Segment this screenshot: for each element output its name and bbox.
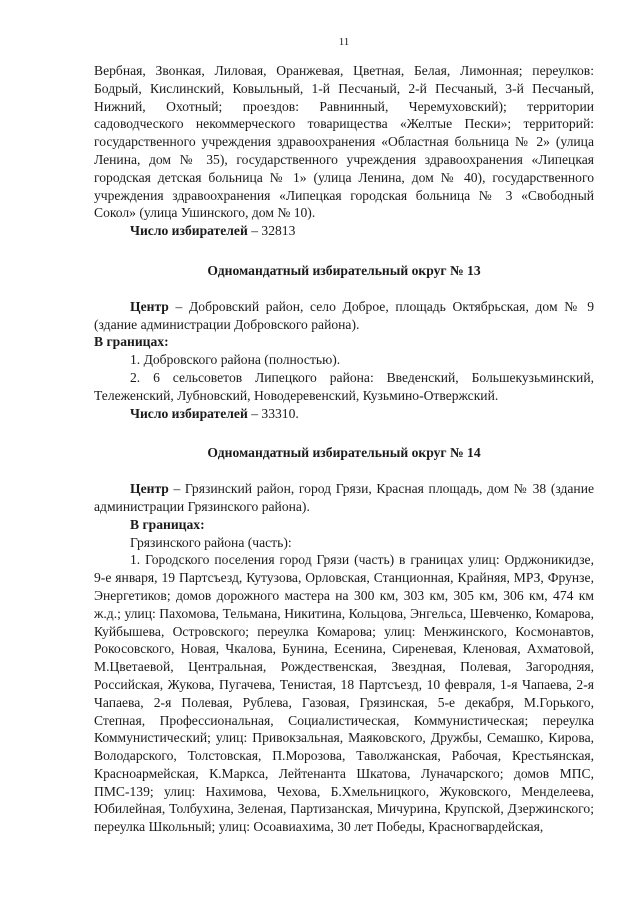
voters-label: Число избирателей (130, 405, 248, 421)
voters-value: – 33310. (247, 405, 299, 421)
district-13-center (94, 298, 594, 334)
district-14-subtitle: Грязинского района (часть): (130, 534, 292, 550)
district-13-bounds-label: В границах: (94, 334, 169, 350)
district-14-heading: Одномандатный избирательный округ № 14 (207, 445, 481, 461)
district-14-item-1: 1. Городского поселения город Грязи (часть) в границах улиц: Орджоникидзе, 9-е января, 19 Партсъезд, Кутузова, Орловская, Станционная, Крайняя, МРЗ, Фрунзе, Энергетиков; домов дорожного мастера на 300 км, 303 км, 305 км, 306 км, 474 км ж.д.; улиц: Пахомова, Тельмана, Никитина, Кольцова, Энгельса, Шевченко, Комарова, Куйбышева, Островского; переулка Комарова; улиц: Менжинского, Космонавтов, Рокосовского, Новая, Чкалова, Бунина, Есенина, Сиреневая, Кленовая, Ахматовой, М.Цветаевой, Центральная, Рождественская, Звездная, Полевая, Загородняя, Российская, Жукова, Пугачева, Тенистая, 18 Партсъезд, 10 февраля, 1-я Чапаева, 2-я Чапаева, 2-я Полевая, Рублева, Газовая, Грязинская, 5-е декабря, М.Горького, Степная, Профессиональная, Социалистическая, Коммунистическая; переулка Коммунистический; улиц: Привокзальная, Маяковского, Дружбы, Семашко, Кирова, Володарского, Толстовская, П.Морозова, Таволжанская, Рабочая, Крестьянская, Красноармейская, К.Маркса, Лейтенанта Шкатова, Луначарского; домов МПС, ПМС-139; улиц: Нахимова, Чехова, Б.Хмельницкого, Жуковского, Менделеева, Юбилейная, Толбухина, Зеленая, Партизанская, Мичурина, Крупской, Дзержинского; переулка Школьный; улиц: Осоавиахима, 30 лет Победы, Красногвардейская, (94, 552, 594, 835)
district-14-center (94, 480, 594, 516)
center-text: – Грязинский район, город Грязи, Красная площадь, дом № 38 (здание администрации Грязинского района). (94, 481, 594, 514)
voters-value: – 32813 (247, 223, 296, 239)
document-page (94, 36, 594, 836)
district-13-item-2: 2. 6 сельсоветов Липецкого района: Введенский, Большекузьминский, Тележенский, Лубновский, Новодеревенский, Кузьмино-Отвержский. (94, 369, 594, 403)
voters-count-previous (94, 222, 594, 240)
center-label: Центр (130, 481, 169, 497)
center-label: Центр (130, 298, 169, 314)
district-13-voters (94, 405, 594, 423)
page-number: 11 (338, 36, 350, 48)
continuation-paragraph: Вербная, Звонкая, Лиловая, Оранжевая, Цветная, Белая, Лимонная; переулков: Бодрый, Кислинский, Ковыльный, 1-й Песчаный, 2-й Песчаный, 3-й Песчаный, Нижний, Охотный; проездов: Равнинный, Черемуховский); территории садоводческого некоммерческого товарищества «Желтые Пески»; территорий: государственного учреждения здравоохранения «Областная больница № 2» (улица Ленина, дом № 35), государственного учреждения здравоохранения «Липецкая городская детская больница № 1» (улица Ленина, дом № 40), государственного учреждения здравоохранения «Липецкая городская больница № 3 «Свободный Сокол» (улица Ушинского, дом № 10). (94, 63, 594, 221)
center-text: – Добровский район, село Доброе, площадь Октябрьская, дом № 9 (здание администрации Добровского района). (94, 298, 594, 332)
district-13-item-1: 1. Добровского района (полностью). (130, 352, 341, 368)
district-13-heading: Одномандатный избирательный округ № 13 (207, 262, 481, 278)
voters-label: Число избирателей (130, 223, 248, 239)
district-14-bounds-label: В границах: (130, 516, 205, 532)
